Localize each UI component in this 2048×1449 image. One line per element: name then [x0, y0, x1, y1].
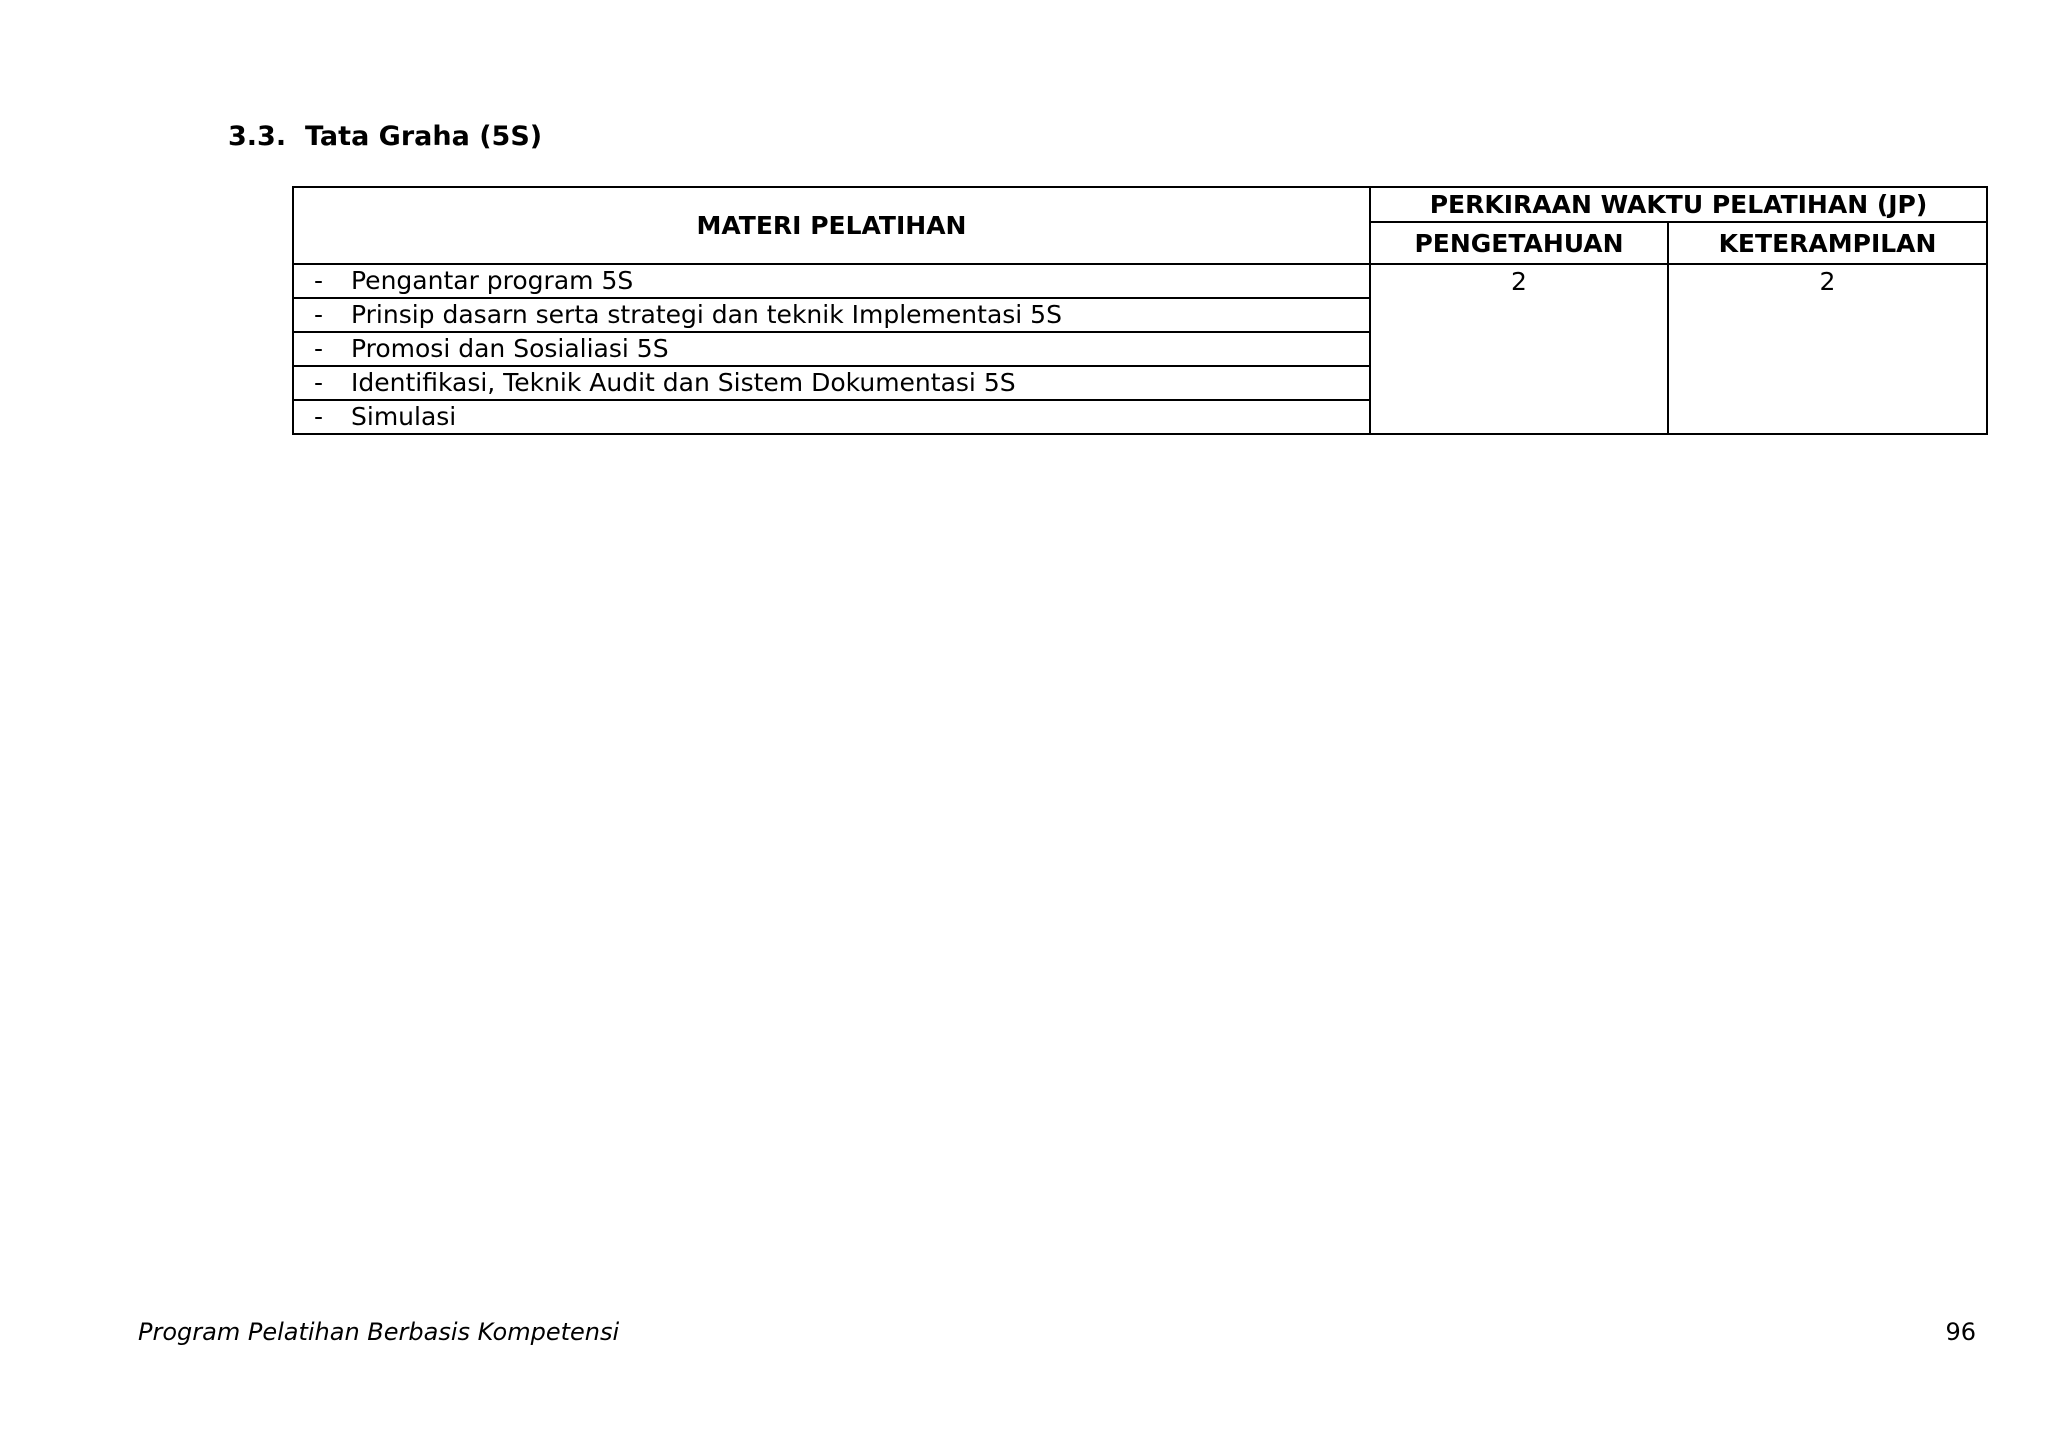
- bullet-dash: -: [314, 300, 324, 329]
- training-table: [292, 186, 1988, 435]
- topic-cell: [293, 366, 1370, 400]
- pengetahuan-value: 2: [1370, 264, 1668, 434]
- bullet-dash: -: [314, 266, 324, 295]
- topic-text: Prinsip dasarn serta strategi dan teknik Implementasi 5S: [351, 300, 1062, 329]
- section-number: 3.3.: [228, 121, 287, 152]
- header-keterampilan: KETERAMPILAN: [1668, 222, 1987, 264]
- topic-cell: [293, 400, 1370, 434]
- topic-cell: [293, 264, 1370, 298]
- section-title: Tata Graha (5S): [305, 121, 543, 152]
- header-pengetahuan: PENGETAHUAN: [1370, 222, 1668, 264]
- footer-page-number: 96: [1945, 1318, 1976, 1346]
- header-perkiraan-waktu: PERKIRAAN WAKTU PELATIHAN (JP): [1370, 187, 1987, 222]
- topic-cell: [293, 298, 1370, 332]
- topic-text: Promosi dan Sosialiasi 5S: [351, 334, 669, 363]
- section-heading: [228, 120, 542, 154]
- topic-text: Identifikasi, Teknik Audit dan Sistem Dokumentasi 5S: [351, 368, 1016, 397]
- header-materi-pelatihan: MATERI PELATIHAN: [293, 187, 1370, 264]
- topic-text: Pengantar program 5S: [351, 266, 634, 295]
- table-row: [293, 264, 1987, 298]
- keterampilan-value: 2: [1668, 264, 1987, 434]
- bullet-dash: -: [314, 368, 324, 397]
- footer-document-title: Program Pelatihan Berbasis Kompetensi: [138, 1318, 620, 1346]
- topic-text: Simulasi: [351, 402, 457, 431]
- bullet-dash: -: [314, 402, 324, 431]
- topic-cell: [293, 332, 1370, 366]
- bullet-dash: -: [314, 334, 324, 363]
